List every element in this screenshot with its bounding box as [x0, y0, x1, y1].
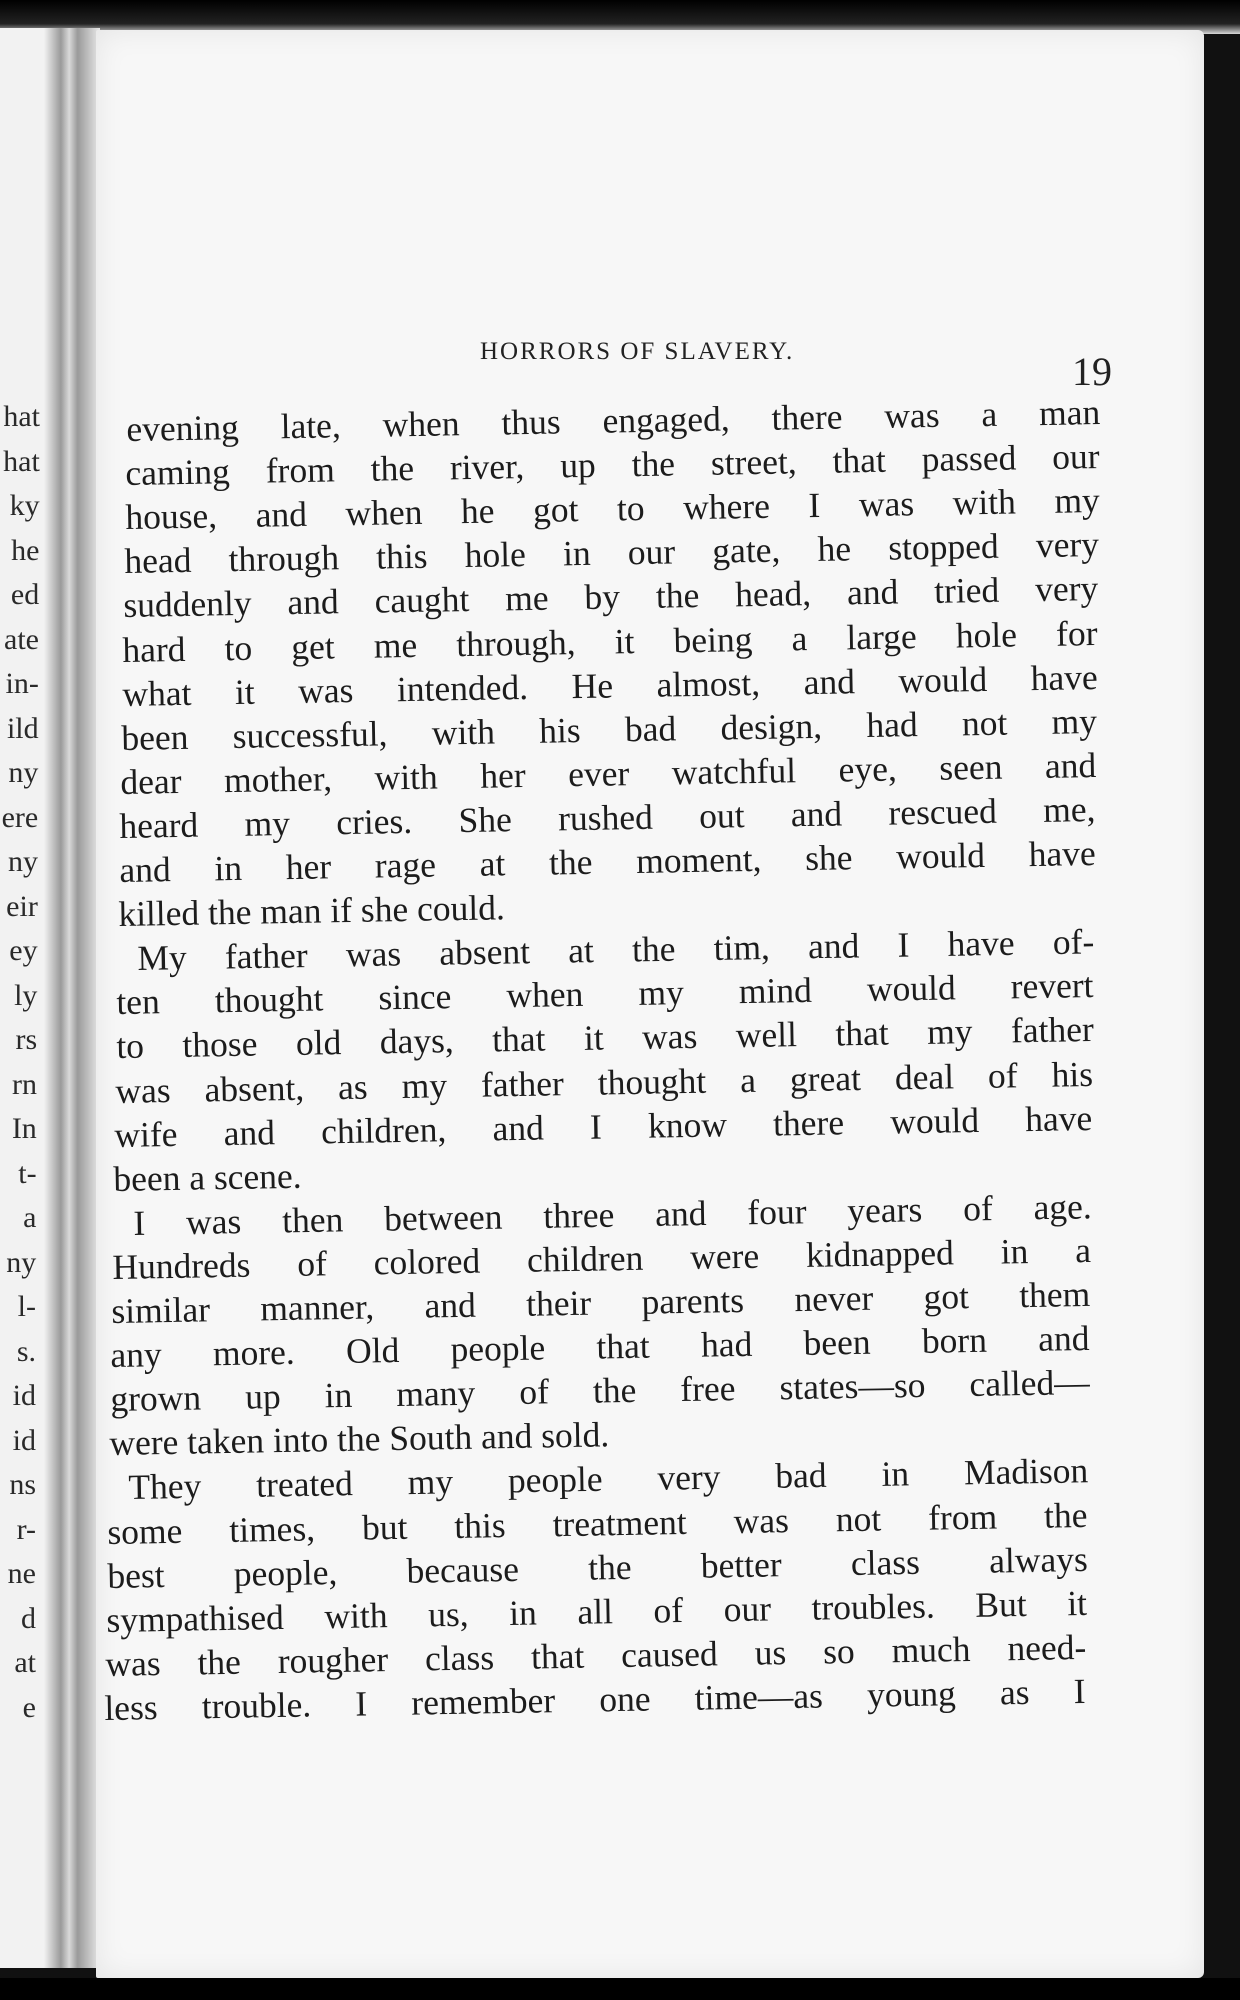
facing-page-fragment: In [11, 1112, 37, 1145]
running-head: HORRORS OF SLAVERY. [480, 338, 795, 365]
text-line: were taken into the South and sold. [108, 1414, 610, 1464]
text-line: been successful, with his bad design, had not my [120, 700, 1098, 758]
facing-page-fragment: id [12, 1379, 36, 1412]
facing-page-fragment: in- [5, 667, 39, 700]
facing-page-fragment: e [22, 1690, 36, 1724]
text-line: They treated my people very bad in Madison [128, 1450, 1089, 1508]
facing-page-fragment: hat [3, 400, 40, 433]
text-line: killed the man if she could. [117, 887, 505, 935]
facing-page-fragment: ne [7, 1557, 36, 1590]
text-line: Hundreds of colored children were kidnapped in a [111, 1229, 1092, 1287]
facing-page-fragment: ky [9, 489, 40, 522]
facing-page-fragment: d [21, 1601, 36, 1635]
text-line: any more. Old people that had been born and [110, 1318, 1091, 1376]
text-line: what it was intended. He almost, and would have [121, 656, 1098, 714]
facing-page-fragment: eir [6, 889, 38, 923]
text-line: to those old days, that it was well that my father [115, 1009, 1094, 1067]
facing-page-fragment: ly [14, 978, 38, 1012]
text-line: been a scene. [113, 1155, 303, 1199]
facing-page-fragment: he [11, 533, 40, 567]
facing-page-fragment: t- [18, 1156, 37, 1190]
page-number: 19 [1072, 349, 1112, 394]
facing-page-fragment: hat [3, 444, 40, 478]
text-line: house, and when he got to where I was with my [124, 480, 1100, 538]
text-line: My father was absent at the tim, and I have of- [137, 921, 1095, 979]
text-line: was absent, as my father thought a great deal of his [114, 1053, 1094, 1111]
facing-page-fragment: rn [12, 1067, 37, 1101]
facing-page-fragment: ey [9, 934, 38, 967]
facing-page-fragment: s. [16, 1334, 36, 1368]
text-line: similar manner, and their parents never got them [111, 1273, 1091, 1331]
facing-page-fragment: ed [10, 578, 40, 611]
scan-bottom-edge [0, 1978, 1240, 2000]
facing-page-fragment: ere [1, 800, 39, 834]
facing-page-fragment: ny [6, 1245, 37, 1279]
text-line: best people, because the better class always [106, 1538, 1088, 1596]
book-gutter [44, 28, 100, 1968]
text-line: I was then between three and four years of age. [132, 1186, 1092, 1243]
text-line: was the rougher class that caused us so much need- [105, 1626, 1087, 1684]
scan-top-edge [0, 0, 1240, 34]
text-line: sympathised with us, in all of our troubles. But it [105, 1582, 1088, 1640]
facing-page-fragment: ns [9, 1468, 36, 1501]
text-line: some times, but this treatment was not from the [107, 1494, 1089, 1552]
text-line: wife and children, and I know there would have [114, 1097, 1093, 1155]
text-line: caming from the river, up the street, that passed our [125, 436, 1101, 494]
facing-page-fragment: at [14, 1646, 36, 1679]
text-line: and in her rage at the moment, she would have [118, 832, 1096, 890]
text-line: ten thought since when my mind would revert [116, 965, 1095, 1023]
facing-page-fragment: ny [8, 845, 38, 878]
text-line: suddenly and caught me by the head, and tried very [123, 568, 1099, 626]
facing-page-fragment: r- [16, 1512, 36, 1546]
facing-page-fragment: l- [17, 1290, 36, 1323]
text-line: evening late, when thus engaged, there was a man [126, 392, 1101, 449]
facing-page-fragment: ild [6, 711, 39, 745]
text-line: grown up in many of the free states—so called— [109, 1362, 1090, 1420]
facing-page-fragment: ate [4, 622, 39, 656]
book-page [96, 30, 1204, 1978]
text-line: dear mother, with her ever watchful eye, seen and [120, 744, 1097, 802]
text-line: head through this hole in our gate, he stopped very [123, 524, 1100, 582]
facing-page-fragment: id [12, 1423, 36, 1457]
facing-page-fragment: rs [15, 1023, 38, 1056]
text-line: less trouble. I remember one time—as young as I [104, 1670, 1087, 1728]
text-line: heard my cries. She rushed out and rescued me, [119, 788, 1097, 846]
facing-page-fragment: ny [8, 756, 39, 789]
text-line: hard to get me through, it being a large hole for [122, 612, 1099, 670]
facing-page-fragment: a [23, 1201, 37, 1234]
